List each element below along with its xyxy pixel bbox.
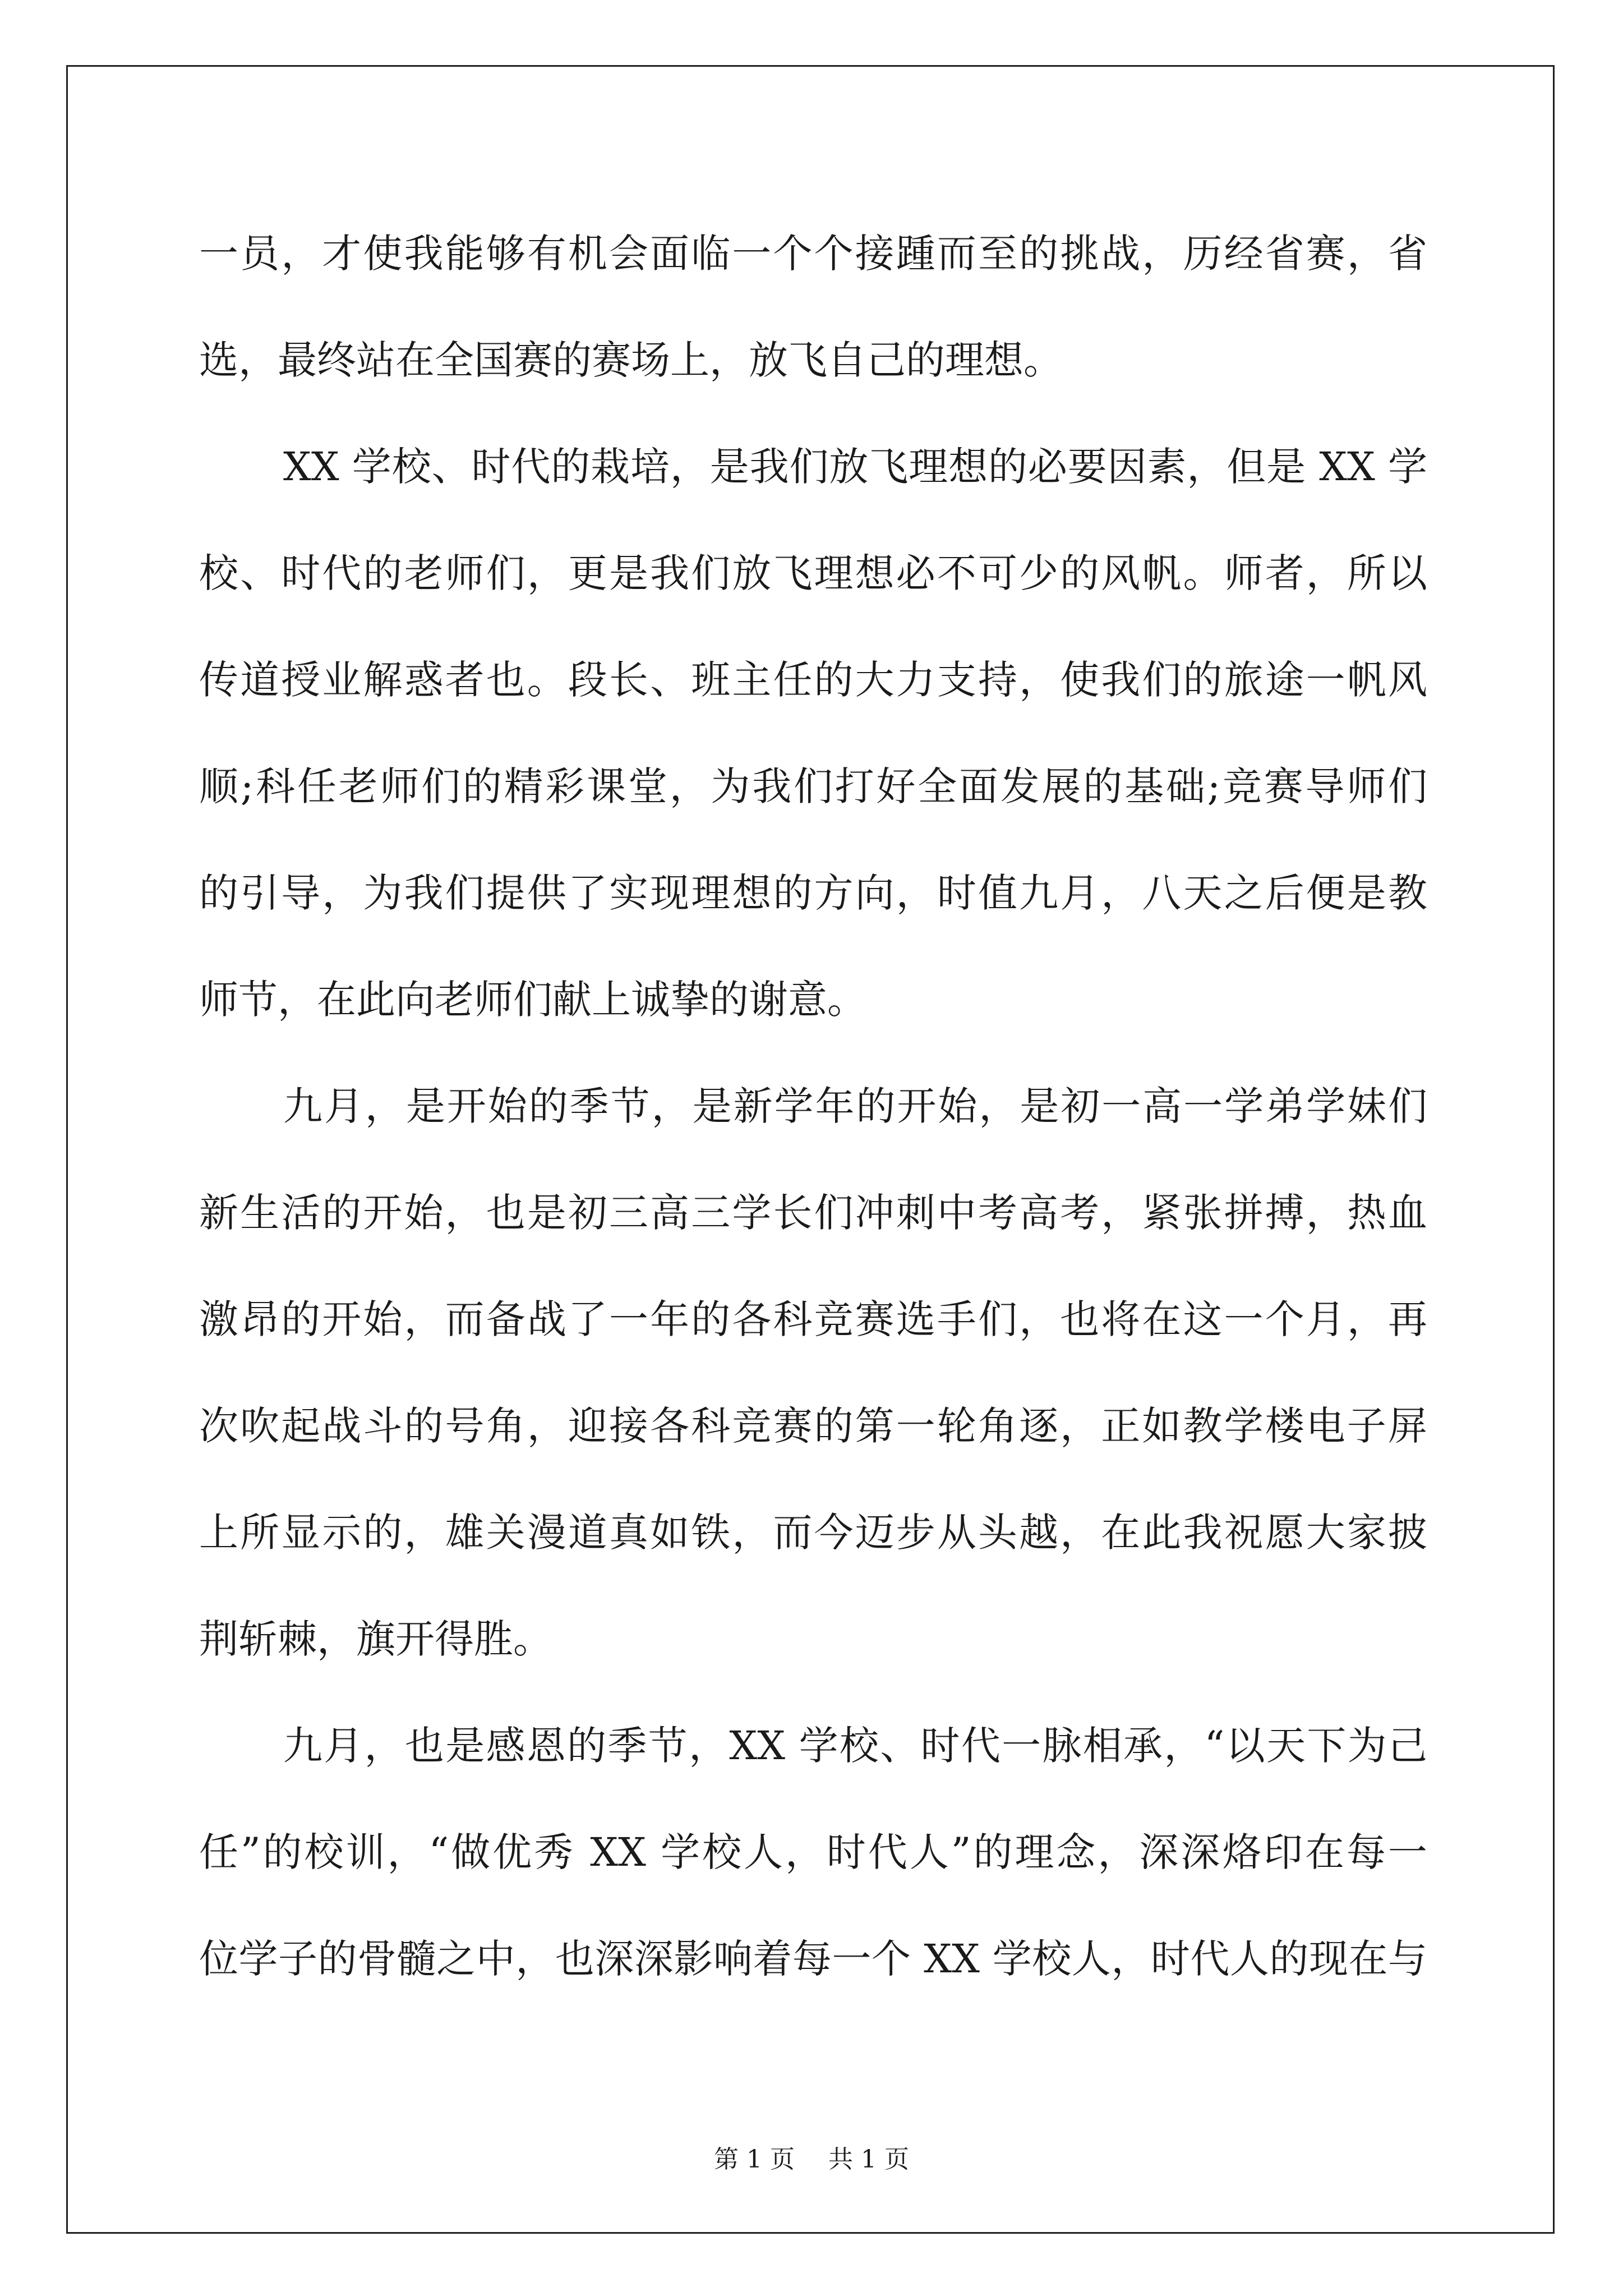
text-line: 激昂的开始，而备战了一年的各科竞赛选手们，也将在这一个月，再 [199,1296,1427,1342]
text-line: 的引导，为我们提供了实现理想的方向，时值九月，八天之后便是教 [199,870,1427,916]
text-line: 顺;科任老师们的精彩课堂，为我们打好全面发展的基础;竞赛导师们 [199,763,1427,809]
text-line: 校、时代的老师们，更是我们放飞理想必不可少的风帆。师者，所以 [199,550,1427,596]
text-line: 荆斩棘，旗开得胜。 [199,1616,552,1662]
text-line: 任”的校训，“做优秀 XX 学校人，时代人”的理念，深深烙印在每一 [199,1829,1427,1875]
text-line: XX 学校、时代的栽培，是我们放飞理想的必要因素，但是 XX 学 [283,444,1427,490]
document-body [199,200,1427,2012]
text-line: 九月，也是感恩的季节，XX 学校、时代一脉相承，“以天下为己 [283,1723,1427,1769]
page-footer [0,2143,1623,2177]
text-line: 一员，才使我能够有机会面临一个个接踵而至的挑战，历经省赛，省 [199,231,1427,277]
text-line: 九月，是开始的季节，是新学年的开始，是初一高一学弟学妹们 [283,1083,1427,1129]
page-total: 共 1 页 [828,2145,909,2174]
text-line: 位学子的骨髓之中，也深深影响着每一个 XX 学校人，时代人的现在与 [199,1936,1427,1982]
page-number: 第 1 页 [714,2145,795,2174]
text-line: 选，最终站在全国赛的赛场上，放飞自己的理想。 [199,337,1063,383]
text-line: 新生活的开始，也是初三高三学长们冲刺中考高考，紧张拼搏，热血 [199,1190,1427,1236]
text-line: 上所显示的，雄关漫道真如铁，而今迈步从头越，在此我祝愿大家披 [199,1510,1427,1556]
text-line: 师节，在此向老师们献上诚挚的谢意。 [199,977,866,1023]
text-line: 次吹起战斗的号角，迎接各科竞赛的第一轮角逐，正如教学楼电子屏 [199,1403,1427,1449]
text-line: 传道授业解惑者也。段长、班主任的大力支持，使我们的旅途一帆风 [199,657,1427,703]
